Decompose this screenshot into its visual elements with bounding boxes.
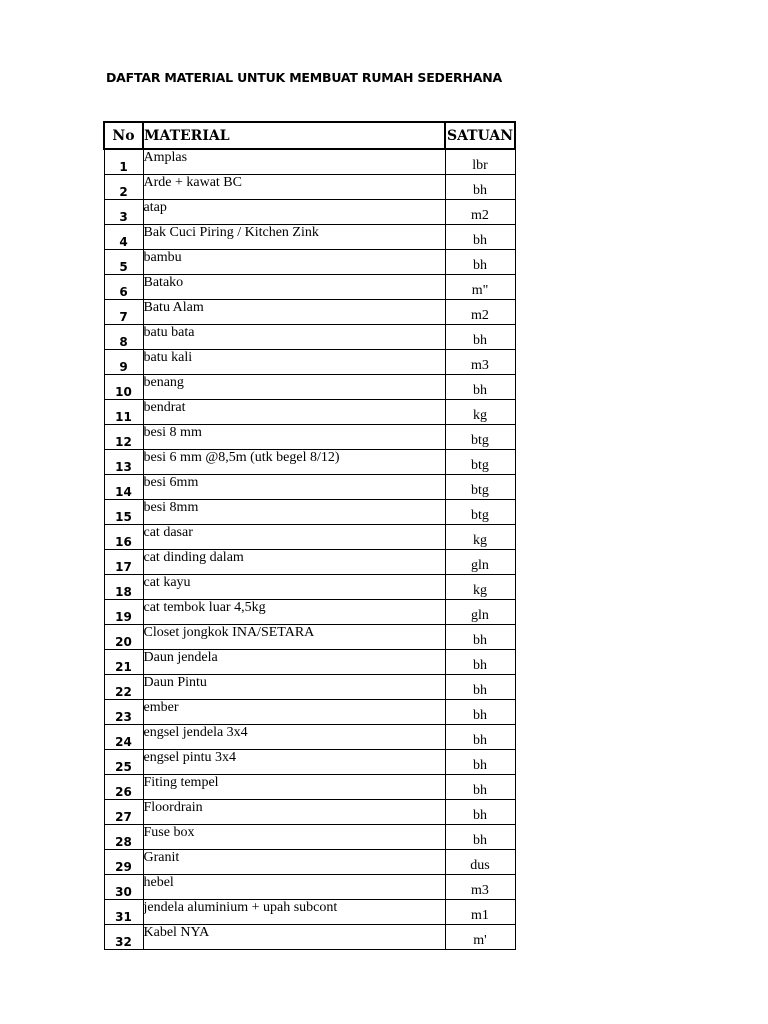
unit-cell: bh [445, 375, 515, 400]
material-name-cell: bambu [143, 250, 445, 275]
table-row [104, 800, 515, 825]
material-name-cell: Bak Cuci Piring / Kitchen Zink [143, 225, 445, 250]
row-number-cell: 14 [104, 475, 143, 500]
unit-cell: kg [445, 400, 515, 425]
material-name-cell: Amplas [143, 149, 445, 175]
material-name-cell: cat dasar [143, 525, 445, 550]
table-row [104, 400, 515, 425]
unit-cell: bh [445, 325, 515, 350]
material-name-cell: Batu Alam [143, 300, 445, 325]
row-number-cell: 20 [104, 625, 143, 650]
material-name-cell: engsel jendela 3x4 [143, 725, 445, 750]
table-row [104, 625, 515, 650]
table-row [104, 300, 515, 325]
material-name-cell: bendrat [143, 400, 445, 425]
material-name-cell: Fuse box [143, 825, 445, 850]
table-row [104, 200, 515, 225]
table-row [104, 650, 515, 675]
unit-cell: m2 [445, 200, 515, 225]
unit-cell: bh [445, 825, 515, 850]
unit-cell: bh [445, 725, 515, 750]
table-row [104, 149, 515, 175]
row-number-cell: 7 [104, 300, 143, 325]
unit-cell: gln [445, 550, 515, 575]
material-name-cell: Floordrain [143, 800, 445, 825]
row-number-cell: 25 [104, 750, 143, 775]
unit-cell: m1 [445, 900, 515, 925]
material-name-cell: Arde + kawat BC [143, 175, 445, 200]
table-row [104, 350, 515, 375]
header-row [104, 122, 515, 149]
material-name-cell: cat tembok luar 4,5kg [143, 600, 445, 625]
table-row [104, 250, 515, 275]
row-number-cell: 23 [104, 700, 143, 725]
row-number-cell: 11 [104, 400, 143, 425]
row-number-cell: 12 [104, 425, 143, 450]
material-name-cell: jendela aluminium + upah subcont [143, 900, 445, 925]
table-row [104, 550, 515, 575]
material-table [103, 121, 516, 950]
table-row [104, 500, 515, 525]
row-number-cell: 29 [104, 850, 143, 875]
header-material: MATERIAL [143, 122, 445, 149]
row-number-cell: 5 [104, 250, 143, 275]
unit-cell: lbr [445, 149, 515, 175]
table-row [104, 875, 515, 900]
table-header [104, 122, 515, 149]
row-number-cell: 24 [104, 725, 143, 750]
material-name-cell: cat dinding dalam [143, 550, 445, 575]
unit-cell: bh [445, 650, 515, 675]
unit-cell: btg [445, 500, 515, 525]
table-row [104, 375, 515, 400]
table-row [104, 825, 515, 850]
unit-cell: kg [445, 525, 515, 550]
table-row [104, 450, 515, 475]
unit-cell: btg [445, 425, 515, 450]
unit-cell: bh [445, 800, 515, 825]
row-number-cell: 6 [104, 275, 143, 300]
row-number-cell: 27 [104, 800, 143, 825]
row-number-cell: 30 [104, 875, 143, 900]
document-title: DAFTAR MATERIAL UNTUK MEMBUAT RUMAH SEDERHANA [106, 70, 502, 85]
unit-cell: kg [445, 575, 515, 600]
table-row [104, 575, 515, 600]
table-row [104, 725, 515, 750]
row-number-cell: 19 [104, 600, 143, 625]
table-row [104, 525, 515, 550]
material-name-cell: atap [143, 200, 445, 225]
material-name-cell: besi 8 mm [143, 425, 445, 450]
table-row [104, 925, 515, 950]
table-row [104, 900, 515, 925]
table-body [104, 149, 515, 950]
material-name-cell: Fiting tempel [143, 775, 445, 800]
unit-cell: btg [445, 475, 515, 500]
material-name-cell: Granit [143, 850, 445, 875]
table-row [104, 475, 515, 500]
row-number-cell: 3 [104, 200, 143, 225]
material-name-cell: Daun Pintu [143, 675, 445, 700]
unit-cell: bh [445, 675, 515, 700]
row-number-cell: 21 [104, 650, 143, 675]
header-no: No [104, 122, 143, 149]
row-number-cell: 9 [104, 350, 143, 375]
table-row [104, 775, 515, 800]
material-name-cell: benang [143, 375, 445, 400]
table-row [104, 225, 515, 250]
unit-cell: m' [445, 925, 515, 950]
material-name-cell: cat kayu [143, 575, 445, 600]
row-number-cell: 18 [104, 575, 143, 600]
table-row [104, 750, 515, 775]
unit-cell: gln [445, 600, 515, 625]
row-number-cell: 8 [104, 325, 143, 350]
material-name-cell: Closet jongkok INA/SETARA [143, 625, 445, 650]
row-number-cell: 22 [104, 675, 143, 700]
material-name-cell: besi 8mm [143, 500, 445, 525]
unit-cell: m3 [445, 875, 515, 900]
row-number-cell: 28 [104, 825, 143, 850]
table-row [104, 675, 515, 700]
row-number-cell: 32 [104, 925, 143, 950]
unit-cell: m" [445, 275, 515, 300]
material-name-cell: besi 6mm [143, 475, 445, 500]
row-number-cell: 2 [104, 175, 143, 200]
header-satuan: SATUAN [445, 122, 515, 149]
table-row [104, 175, 515, 200]
unit-cell: btg [445, 450, 515, 475]
material-name-cell: besi 6 mm @8,5m (utk begel 8/12) [143, 450, 445, 475]
table-row [104, 325, 515, 350]
material-name-cell: batu kali [143, 350, 445, 375]
table-row [104, 700, 515, 725]
table-row [104, 425, 515, 450]
row-number-cell: 26 [104, 775, 143, 800]
unit-cell: bh [445, 750, 515, 775]
row-number-cell: 31 [104, 900, 143, 925]
unit-cell: bh [445, 250, 515, 275]
unit-cell: bh [445, 225, 515, 250]
unit-cell: m3 [445, 350, 515, 375]
row-number-cell: 13 [104, 450, 143, 475]
table-row [104, 850, 515, 875]
row-number-cell: 15 [104, 500, 143, 525]
material-name-cell: hebel [143, 875, 445, 900]
material-name-cell: engsel pintu 3x4 [143, 750, 445, 775]
unit-cell: bh [445, 625, 515, 650]
row-number-cell: 4 [104, 225, 143, 250]
unit-cell: bh [445, 175, 515, 200]
material-name-cell: batu bata [143, 325, 445, 350]
unit-cell: m2 [445, 300, 515, 325]
row-number-cell: 16 [104, 525, 143, 550]
table-row [104, 275, 515, 300]
row-number-cell: 1 [104, 149, 143, 175]
row-number-cell: 17 [104, 550, 143, 575]
material-name-cell: ember [143, 700, 445, 725]
material-name-cell: Daun jendela [143, 650, 445, 675]
table-row [104, 600, 515, 625]
row-number-cell: 10 [104, 375, 143, 400]
material-name-cell: Batako [143, 275, 445, 300]
unit-cell: bh [445, 700, 515, 725]
unit-cell: dus [445, 850, 515, 875]
unit-cell: bh [445, 775, 515, 800]
material-name-cell: Kabel NYA [143, 925, 445, 950]
